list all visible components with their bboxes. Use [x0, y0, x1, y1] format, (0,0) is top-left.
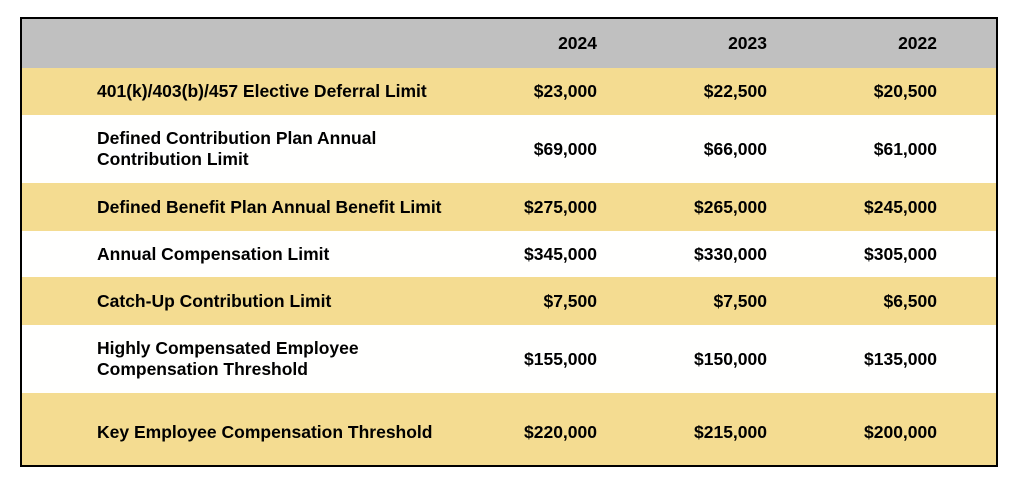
- cell-2023: $7,500: [713, 290, 767, 311]
- cell-2023: $265,000: [694, 196, 767, 217]
- cell-2023: $215,000: [694, 421, 767, 442]
- cell-2024: $23,000: [533, 81, 597, 101]
- table-row-annual-compensation: [22, 231, 996, 277]
- row-label: Defined Contribution Plan Annual Contribution Limit: [97, 128, 377, 169]
- cell-2022: $6,500: [883, 290, 937, 311]
- table-row-elective-deferral: [22, 68, 996, 115]
- cell-2024: $275,000: [524, 196, 597, 217]
- cell-2022: $61,000: [873, 138, 937, 159]
- cell-2024: $69,000: [533, 138, 597, 159]
- table-row-key-employee: [22, 393, 996, 467]
- cell-2022: $245,000: [864, 196, 937, 217]
- table-row-highly-compensated: [22, 325, 996, 393]
- cell-2022: $200,000: [864, 421, 937, 442]
- row-label: Annual Compensation Limit: [97, 243, 330, 264]
- table-row-defined-contribution: [22, 115, 996, 183]
- cell-2023: $66,000: [703, 138, 767, 159]
- table-row-catch-up: [22, 277, 996, 325]
- header-2022: 2022: [898, 33, 937, 53]
- cell-2023: $330,000: [694, 243, 767, 264]
- cell-2024: $220,000: [524, 421, 597, 442]
- cell-2022: $305,000: [864, 243, 937, 264]
- table-header-row: [22, 19, 996, 68]
- limits-table: [20, 17, 998, 467]
- row-label: Catch-Up Contribution Limit: [97, 290, 332, 311]
- row-label: Highly Compensated Employee Compensation Threshold: [97, 338, 359, 379]
- row-label: Defined Benefit Plan Annual Benefit Limit: [97, 196, 442, 217]
- cell-2024: $345,000: [524, 243, 597, 264]
- cell-2024: $155,000: [524, 348, 597, 369]
- header-2024: 2024: [558, 33, 597, 53]
- cell-2024: $7,500: [543, 290, 597, 311]
- header-2023: 2023: [728, 33, 767, 53]
- row-label: Key Employee Compensation Threshold: [97, 421, 433, 442]
- cell-2023: $150,000: [694, 348, 767, 369]
- cell-2023: $22,500: [703, 81, 767, 101]
- row-label: 401(k)/403(b)/457 Elective Deferral Limit: [97, 81, 427, 101]
- cell-2022: $135,000: [864, 348, 937, 369]
- cell-2022: $20,500: [873, 81, 937, 101]
- table-row-defined-benefit: [22, 183, 996, 231]
